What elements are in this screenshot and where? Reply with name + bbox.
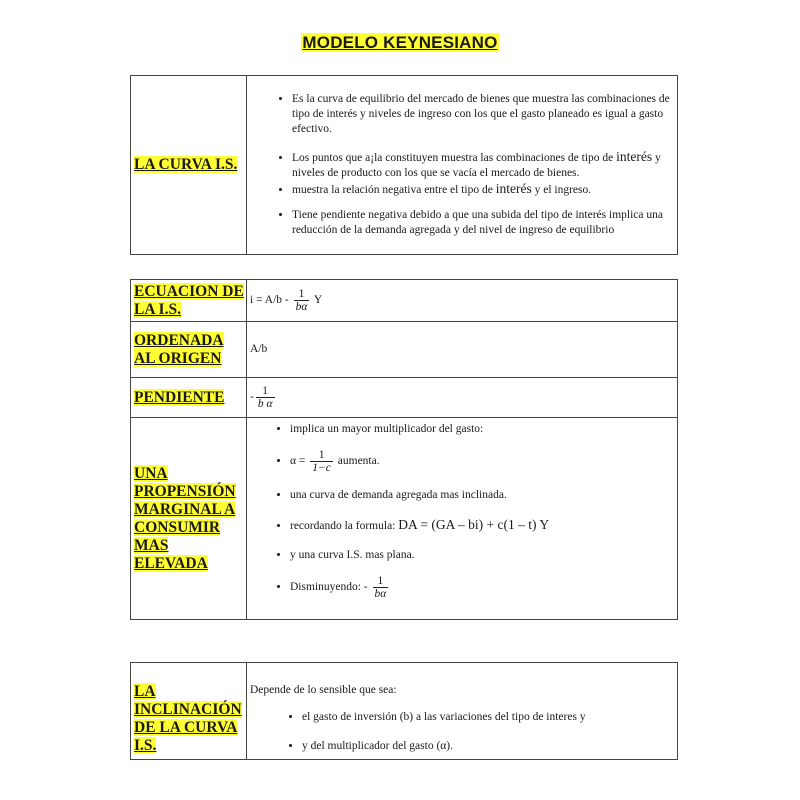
is-curve-content xyxy=(247,76,678,255)
list-item xyxy=(292,181,677,198)
bullet-text: y el ingreso. xyxy=(534,184,592,196)
fraction-denominator: bα xyxy=(374,588,387,600)
table-row xyxy=(131,378,678,418)
fraction-numerator: 1 xyxy=(373,575,389,588)
formula-text: i = A/b - xyxy=(250,294,289,307)
pendiente-label-cell xyxy=(131,378,247,418)
inclinacion-label: LA INCLINACIÓN DE LA CURVA I.S. xyxy=(134,683,242,754)
list-item xyxy=(292,149,677,181)
page-title xyxy=(0,33,800,53)
ordenada-label: ORDENADA AL ORIGEN xyxy=(134,331,224,367)
bullet-text: el gasto de inversión (b) a las variaciones del tipo de interes y xyxy=(302,711,586,723)
list-item xyxy=(290,488,677,503)
ordenada-label-cell xyxy=(131,322,247,378)
bullet-text: Los puntos que a¡la constituyen muestra las combinaciones de tipo de xyxy=(292,152,614,164)
fraction-denominator: 1−c xyxy=(312,462,331,474)
bullet-text: interés xyxy=(616,149,653,164)
formula-text: - xyxy=(250,391,254,404)
inclinacion-label-cell xyxy=(131,663,247,760)
ecuacion-value xyxy=(247,280,678,322)
fraction xyxy=(294,288,310,313)
bullet-text: y una curva I.S. mas plana. xyxy=(290,549,415,561)
formula-text: Y xyxy=(313,294,323,307)
bullet-text: una curva de demanda agregada mas inclinada. xyxy=(290,489,507,501)
pendiente-value xyxy=(247,378,678,418)
table-row xyxy=(131,280,678,322)
bullet-text: Es la curva de equilibrio del mercado de bienes que muestra las combinaciones de tipo de interés y niveles de ingreso con los que el gasto planeado es igual a gasto efectivo. xyxy=(292,93,670,135)
ecuacion-label: ECUACION DE LA I.S. xyxy=(134,282,244,318)
propension-content xyxy=(247,418,678,620)
bullet-text: interés xyxy=(495,181,532,196)
list-item xyxy=(290,517,677,534)
formula-text: α = xyxy=(290,455,306,468)
title-text: MODELO KEYNESIANO xyxy=(302,33,498,52)
list-item xyxy=(302,710,677,725)
is-properties-table xyxy=(130,279,678,620)
list-item xyxy=(290,575,677,600)
fraction xyxy=(373,575,389,600)
formula-text: Disminuyendo: - xyxy=(290,581,368,594)
inclinacion-content xyxy=(247,663,678,760)
formula-text: aumenta. xyxy=(337,455,380,468)
is-curve-table xyxy=(130,75,678,255)
inclinacion-table xyxy=(130,662,678,760)
table-row xyxy=(131,418,678,620)
pendiente-label: PENDIENTE xyxy=(134,388,225,406)
bullet-text: muestra la relación negativa entre el tipo de xyxy=(292,184,493,196)
list-item xyxy=(302,739,677,754)
bullet-text: implica un mayor multiplicador del gasto: xyxy=(290,423,484,435)
is-curve-label: LA CURVA I.S. xyxy=(134,156,238,173)
fraction xyxy=(256,385,275,410)
fraction xyxy=(310,449,333,474)
bullet-text: y niveles de producto con los que se vacía el mercado de bienes. xyxy=(292,152,661,179)
list-item xyxy=(290,422,677,437)
is-curve-label-cell xyxy=(131,76,247,255)
list-item xyxy=(292,208,677,238)
ecuacion-label-cell xyxy=(131,280,247,322)
formula-text: DA = (GA – bi) + c(1 – t) Y xyxy=(398,517,550,532)
table-row xyxy=(131,663,678,760)
list-item xyxy=(290,548,677,563)
inclinacion-intro: Depende de lo sensible que sea: xyxy=(250,684,397,696)
fraction-denominator: b α xyxy=(257,398,273,410)
propension-label: UNA PROPENSIÓN MARGINAL A CONSUMIR MAS ELEVADA xyxy=(134,464,236,572)
propension-label-cell xyxy=(131,418,247,620)
ordenada-value: A/b xyxy=(247,322,678,378)
fraction-numerator: 1 xyxy=(256,385,275,398)
fraction-denominator: bα xyxy=(295,301,308,313)
bullet-text: y del multiplicador del gasto (α). xyxy=(302,740,454,752)
list-item xyxy=(290,449,677,474)
bullet-text: Tiene pendiente negativa debido a que una subida del tipo de interés implica una reducción de la demanda agregada y del nivel de ingreso de equilibrio xyxy=(292,209,663,236)
table-row xyxy=(131,322,678,378)
list-item xyxy=(292,92,677,137)
fraction-numerator: 1 xyxy=(310,449,333,462)
bullet-text: recordando la formula: xyxy=(290,520,396,532)
fraction-numerator: 1 xyxy=(294,288,310,301)
table-row xyxy=(131,76,678,255)
